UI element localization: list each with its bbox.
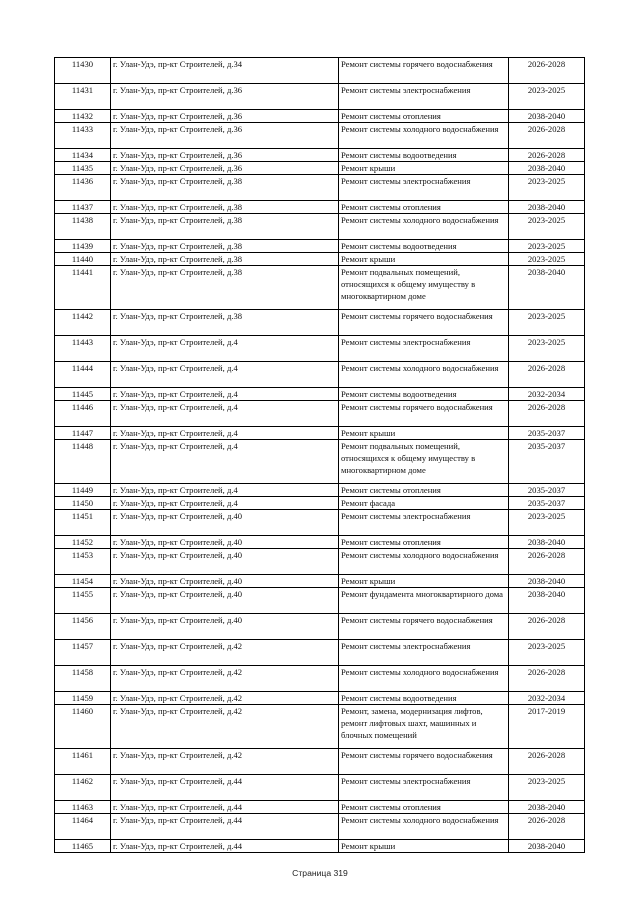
row-address: г. Улан-Удэ, пр-кт Строителей, д.38 — [111, 175, 339, 201]
row-work-type: Ремонт системы электроснабжения — [339, 640, 509, 666]
row-work-type: Ремонт системы электроснабжения — [339, 84, 509, 110]
table-row — [55, 240, 585, 253]
row-number: 11445 — [55, 388, 111, 401]
row-address: г. Улан-Удэ, пр-кт Строителей, д.44 — [111, 801, 339, 814]
row-work-type: Ремонт подвальных помещений, относящихся к общему имуществу в многоквартирном доме — [339, 266, 509, 310]
row-number: 11457 — [55, 640, 111, 666]
row-number: 11465 — [55, 840, 111, 853]
row-number: 11433 — [55, 123, 111, 149]
row-work-type: Ремонт фундамента многоквартирного дома — [339, 588, 509, 614]
row-work-type: Ремонт системы электроснабжения — [339, 336, 509, 362]
row-number: 11449 — [55, 484, 111, 497]
row-period: 2038-2040 — [509, 575, 585, 588]
row-work-type: Ремонт системы горячего водоснабжения — [339, 614, 509, 640]
row-work-type: Ремонт системы холодного водоснабжения — [339, 814, 509, 840]
row-work-type: Ремонт системы холодного водоснабжения — [339, 214, 509, 240]
row-work-type: Ремонт крыши — [339, 840, 509, 853]
row-number: 11440 — [55, 253, 111, 266]
row-address: г. Улан-Удэ, пр-кт Строителей, д.38 — [111, 266, 339, 310]
row-period: 2026-2028 — [509, 666, 585, 692]
table-row — [55, 692, 585, 705]
row-address: г. Улан-Удэ, пр-кт Строителей, д.40 — [111, 510, 339, 536]
row-period: 2026-2028 — [509, 123, 585, 149]
row-period: 2038-2040 — [509, 588, 585, 614]
row-address: г. Улан-Удэ, пр-кт Строителей, д.40 — [111, 614, 339, 640]
table-row — [55, 214, 585, 240]
row-address: г. Улан-Удэ, пр-кт Строителей, д.38 — [111, 240, 339, 253]
row-number: 11447 — [55, 427, 111, 440]
row-period: 2038-2040 — [509, 110, 585, 123]
page-number: Страница 319 — [292, 868, 348, 878]
row-work-type: Ремонт подвальных помещений, относящихся к общему имуществу в многоквартирном доме — [339, 440, 509, 484]
row-number: 11438 — [55, 214, 111, 240]
row-work-type: Ремонт системы электроснабжения — [339, 775, 509, 801]
row-number: 11448 — [55, 440, 111, 484]
row-work-type: Ремонт системы водоотведения — [339, 388, 509, 401]
row-work-type: Ремонт крыши — [339, 162, 509, 175]
row-number: 11455 — [55, 588, 111, 614]
row-period: 2032-2034 — [509, 692, 585, 705]
row-work-type: Ремонт системы горячего водоснабжения — [339, 749, 509, 775]
row-address: г. Улан-Удэ, пр-кт Строителей, д.38 — [111, 310, 339, 336]
row-address: г. Улан-Удэ, пр-кт Строителей, д.36 — [111, 149, 339, 162]
row-period: 2026-2028 — [509, 58, 585, 84]
row-period: 2023-2025 — [509, 510, 585, 536]
row-number: 11444 — [55, 362, 111, 388]
table-row — [55, 440, 585, 484]
table-row — [55, 201, 585, 214]
table-row — [55, 549, 585, 575]
row-period: 2026-2028 — [509, 149, 585, 162]
row-period: 2038-2040 — [509, 201, 585, 214]
row-period: 2035-2037 — [509, 497, 585, 510]
row-period: 2038-2040 — [509, 840, 585, 853]
row-work-type: Ремонт системы электроснабжения — [339, 510, 509, 536]
table-row — [55, 175, 585, 201]
row-number: 11459 — [55, 692, 111, 705]
row-period: 2023-2025 — [509, 775, 585, 801]
table-row — [55, 510, 585, 536]
row-number: 11460 — [55, 705, 111, 749]
row-number: 11439 — [55, 240, 111, 253]
row-number: 11437 — [55, 201, 111, 214]
table-row — [55, 266, 585, 310]
table-row — [55, 749, 585, 775]
table-row — [55, 336, 585, 362]
row-number: 11436 — [55, 175, 111, 201]
row-work-type: Ремонт, замена, модернизация лифтов, ремонт лифтовых шахт, машинных и блочных помещений — [339, 705, 509, 749]
row-address: г. Улан-Удэ, пр-кт Строителей, д.42 — [111, 749, 339, 775]
row-work-type: Ремонт крыши — [339, 253, 509, 266]
row-number: 11452 — [55, 536, 111, 549]
row-address: г. Улан-Удэ, пр-кт Строителей, д.38 — [111, 201, 339, 214]
row-address: г. Улан-Удэ, пр-кт Строителей, д.44 — [111, 775, 339, 801]
row-work-type: Ремонт системы горячего водоснабжения — [339, 58, 509, 84]
table-row — [55, 162, 585, 175]
row-period: 2023-2025 — [509, 240, 585, 253]
row-address: г. Улан-Удэ, пр-кт Строителей, д.4 — [111, 388, 339, 401]
row-address: г. Улан-Удэ, пр-кт Строителей, д.38 — [111, 253, 339, 266]
row-period: 2026-2028 — [509, 401, 585, 427]
table-row — [55, 536, 585, 549]
row-work-type: Ремонт системы отопления — [339, 201, 509, 214]
row-period: 2023-2025 — [509, 640, 585, 666]
row-address: г. Улан-Удэ, пр-кт Строителей, д.40 — [111, 536, 339, 549]
table-row — [55, 58, 585, 84]
row-work-type: Ремонт системы холодного водоснабжения — [339, 666, 509, 692]
row-period: 2026-2028 — [509, 749, 585, 775]
row-work-type: Ремонт системы отопления — [339, 484, 509, 497]
row-period: 2023-2025 — [509, 175, 585, 201]
row-period: 2038-2040 — [509, 801, 585, 814]
row-address: г. Улан-Удэ, пр-кт Строителей, д.4 — [111, 401, 339, 427]
table-row — [55, 840, 585, 853]
row-number: 11430 — [55, 58, 111, 84]
table-row — [55, 123, 585, 149]
row-work-type: Ремонт системы водоотведения — [339, 692, 509, 705]
row-number: 11435 — [55, 162, 111, 175]
row-number: 11443 — [55, 336, 111, 362]
row-period: 2026-2028 — [509, 362, 585, 388]
row-period: 2023-2025 — [509, 214, 585, 240]
row-address: г. Улан-Удэ, пр-кт Строителей, д.4 — [111, 362, 339, 388]
row-number: 11458 — [55, 666, 111, 692]
table-row — [55, 575, 585, 588]
table-row — [55, 427, 585, 440]
row-period: 2017-2019 — [509, 705, 585, 749]
row-number: 11454 — [55, 575, 111, 588]
row-number: 11450 — [55, 497, 111, 510]
row-address: г. Улан-Удэ, пр-кт Строителей, д.42 — [111, 640, 339, 666]
row-work-type: Ремонт системы водоотведения — [339, 240, 509, 253]
row-address: г. Улан-Удэ, пр-кт Строителей, д.4 — [111, 427, 339, 440]
row-number: 11446 — [55, 401, 111, 427]
row-period: 2035-2037 — [509, 484, 585, 497]
table-row — [55, 705, 585, 749]
table-row — [55, 110, 585, 123]
table-row — [55, 497, 585, 510]
row-address: г. Улан-Удэ, пр-кт Строителей, д.34 — [111, 58, 339, 84]
row-period: 2035-2037 — [509, 427, 585, 440]
table-row — [55, 484, 585, 497]
row-number: 11462 — [55, 775, 111, 801]
row-address: г. Улан-Удэ, пр-кт Строителей, д.44 — [111, 814, 339, 840]
row-work-type: Ремонт крыши — [339, 575, 509, 588]
row-address: г. Улан-Удэ, пр-кт Строителей, д.4 — [111, 440, 339, 484]
row-period: 2023-2025 — [509, 253, 585, 266]
row-period: 2038-2040 — [509, 536, 585, 549]
table-row — [55, 362, 585, 388]
row-address: г. Улан-Удэ, пр-кт Строителей, д.38 — [111, 214, 339, 240]
row-address: г. Улан-Удэ, пр-кт Строителей, д.42 — [111, 666, 339, 692]
row-period: 2023-2025 — [509, 84, 585, 110]
row-address: г. Улан-Удэ, пр-кт Строителей, д.42 — [111, 692, 339, 705]
table-row — [55, 84, 585, 110]
row-number: 11461 — [55, 749, 111, 775]
row-period: 2032-2034 — [509, 388, 585, 401]
row-address: г. Улан-Удэ, пр-кт Строителей, д.42 — [111, 705, 339, 749]
row-address: г. Улан-Удэ, пр-кт Строителей, д.36 — [111, 162, 339, 175]
table-row — [55, 775, 585, 801]
row-address: г. Улан-Удэ, пр-кт Строителей, д.36 — [111, 123, 339, 149]
row-address: г. Улан-Удэ, пр-кт Строителей, д.44 — [111, 840, 339, 853]
row-number: 11451 — [55, 510, 111, 536]
row-period: 2023-2025 — [509, 310, 585, 336]
row-period: 2026-2028 — [509, 814, 585, 840]
table-row — [55, 666, 585, 692]
row-address: г. Улан-Удэ, пр-кт Строителей, д.40 — [111, 575, 339, 588]
table-row — [55, 588, 585, 614]
row-work-type: Ремонт системы водоотведения — [339, 149, 509, 162]
row-number: 11431 — [55, 84, 111, 110]
row-number: 11464 — [55, 814, 111, 840]
row-work-type: Ремонт системы холодного водоснабжения — [339, 549, 509, 575]
row-work-type: Ремонт системы холодного водоснабжения — [339, 362, 509, 388]
row-work-type: Ремонт системы холодного водоснабжения — [339, 123, 509, 149]
row-work-type: Ремонт системы горячего водоснабжения — [339, 401, 509, 427]
row-period: 2026-2028 — [509, 614, 585, 640]
table-row — [55, 149, 585, 162]
row-period: 2023-2025 — [509, 336, 585, 362]
table-row — [55, 640, 585, 666]
row-address: г. Улан-Удэ, пр-кт Строителей, д.4 — [111, 336, 339, 362]
row-address: г. Улан-Удэ, пр-кт Строителей, д.4 — [111, 497, 339, 510]
row-period: 2038-2040 — [509, 266, 585, 310]
row-period: 2026-2028 — [509, 549, 585, 575]
row-number: 11432 — [55, 110, 111, 123]
row-work-type: Ремонт системы отопления — [339, 801, 509, 814]
row-period: 2038-2040 — [509, 162, 585, 175]
row-number: 11442 — [55, 310, 111, 336]
row-number: 11456 — [55, 614, 111, 640]
row-number: 11453 — [55, 549, 111, 575]
table-row — [55, 814, 585, 840]
row-work-type: Ремонт системы отопления — [339, 110, 509, 123]
table-row — [55, 388, 585, 401]
row-work-type: Ремонт системы горячего водоснабжения — [339, 310, 509, 336]
row-address: г. Улан-Удэ, пр-кт Строителей, д.36 — [111, 110, 339, 123]
table-row — [55, 253, 585, 266]
table-row — [55, 801, 585, 814]
row-address: г. Улан-Удэ, пр-кт Строителей, д.40 — [111, 588, 339, 614]
row-address: г. Улан-Удэ, пр-кт Строителей, д.36 — [111, 84, 339, 110]
row-number: 11463 — [55, 801, 111, 814]
row-period: 2035-2037 — [509, 440, 585, 484]
row-number: 11434 — [55, 149, 111, 162]
row-work-type: Ремонт крыши — [339, 427, 509, 440]
row-address: г. Улан-Удэ, пр-кт Строителей, д.4 — [111, 484, 339, 497]
table-row — [55, 401, 585, 427]
table-row — [55, 310, 585, 336]
capital-repair-table — [54, 57, 585, 853]
row-address: г. Улан-Удэ, пр-кт Строителей, д.40 — [111, 549, 339, 575]
table-row — [55, 614, 585, 640]
row-work-type: Ремонт системы отопления — [339, 536, 509, 549]
row-work-type: Ремонт системы электроснабжения — [339, 175, 509, 201]
row-work-type: Ремонт фасада — [339, 497, 509, 510]
row-number: 11441 — [55, 266, 111, 310]
